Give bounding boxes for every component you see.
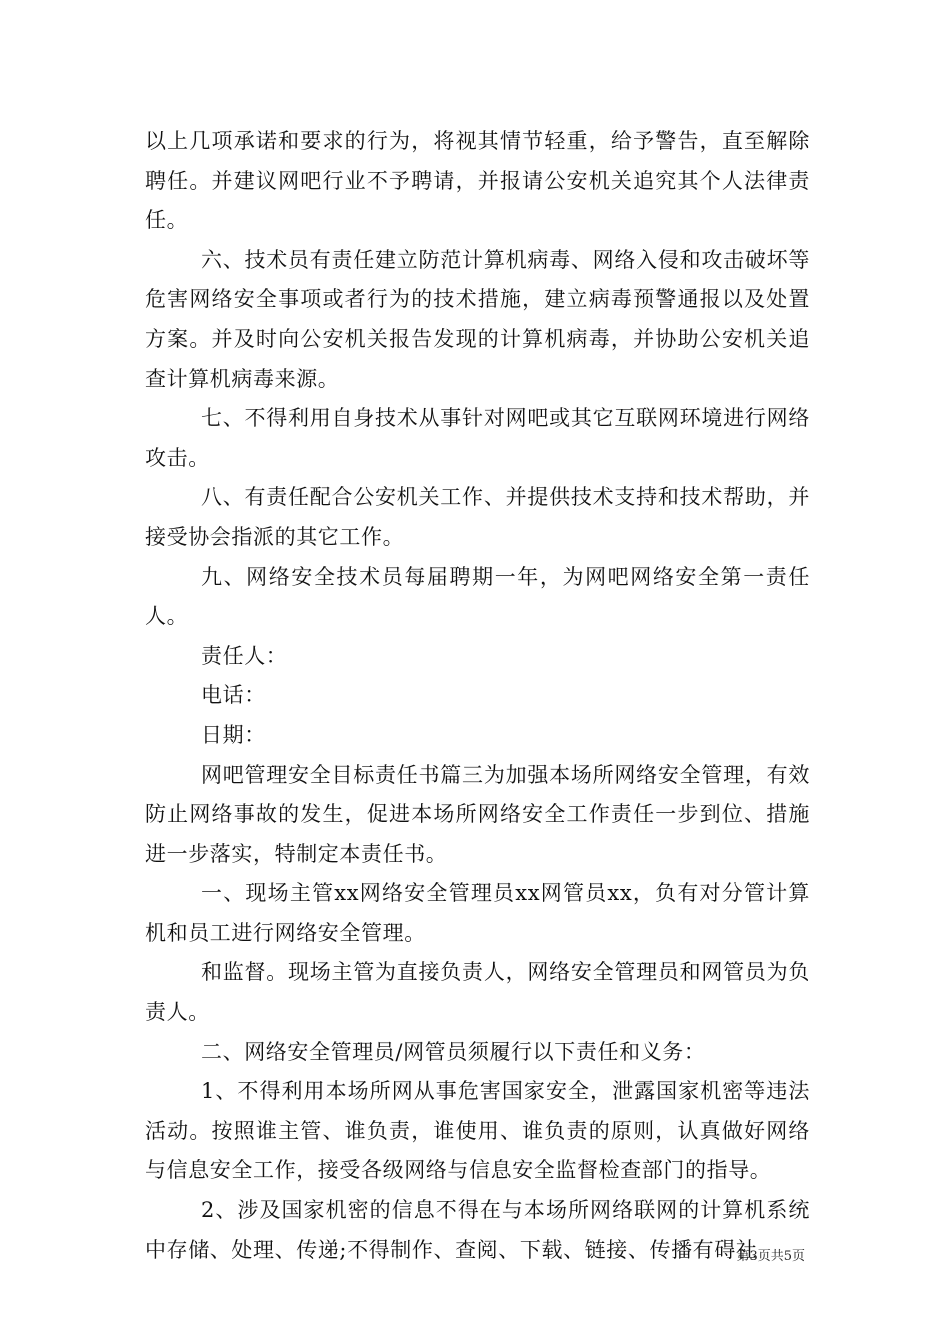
paragraph-12: 二、网络安全管理员/网管员须履行以下责任和义务： — [201, 1039, 706, 1064]
paragraph-5: 九、网络安全技术员每届聘期一年，为网吧网络安全第一责任人。 — [145, 564, 810, 629]
paragraph-11: 和监督。现场主管为直接负责人，网络安全管理员和网管员为负责人。 — [145, 960, 810, 1025]
responsible-person-label: 责任人： — [201, 643, 288, 668]
phone-label: 电话： — [201, 683, 266, 708]
paragraph-1: 以上几项承诺和要求的行为，将视其情节轻重，给予警告，直至解除聘任。并建议网吧行业不予聘请，并报请公安机关追究其个人法律责任。 — [145, 129, 810, 233]
document-body — [145, 122, 810, 1270]
paragraph-3: 七、不得利用自身技术从事针对网吧或其它互联网环境进行网络攻击。 — [145, 406, 810, 470]
paragraph-13: 1、不得利用本场所网从事危害国家安全，泄露国家机密等违法活动。按照谁主管、谁负责，谁使用、谁负责的原则，认真做好网络与信息安全工作，接受各级网络与信息安全监督检查部门的指导。 — [145, 1079, 810, 1183]
page-number: 第3页共5页 — [736, 1249, 805, 1264]
paragraph-2: 六、技术员有责任建立防范计算机病毒、网络入侵和攻击破坏等危害网络安全事项或者行为的技术措施，建立病毒预警通报以及处置方案。并及时向公安机关报告发现的计算机病毒，并协助公安机关追查计算机病毒来源。 — [145, 247, 810, 391]
paragraph-4: 八、有责任配合公安机关工作、并提供技术支持和技术帮助，并接受协会指派的其它工作。 — [145, 485, 810, 549]
date-label: 日期： — [201, 722, 266, 747]
paragraph-9: 网吧管理安全目标责任书篇三为加强本场所网络安全管理，有效防止网络事故的发生，促进本场所网络安全工作责任一步到位、措施进一步落实，特制定本责任书。 — [145, 762, 810, 866]
paragraph-14: 2、涉及国家机密的信息不得在与本场所网络联网的计算机系统中存储、处理、传递;不得制作、查阅、下载、链接、传播有碍社 — [145, 1198, 810, 1262]
paragraph-10: 一、现场主管xx网络安全管理员xx网管员xx，负有对分管计算机和员工进行网络安全管理。 — [145, 881, 810, 945]
